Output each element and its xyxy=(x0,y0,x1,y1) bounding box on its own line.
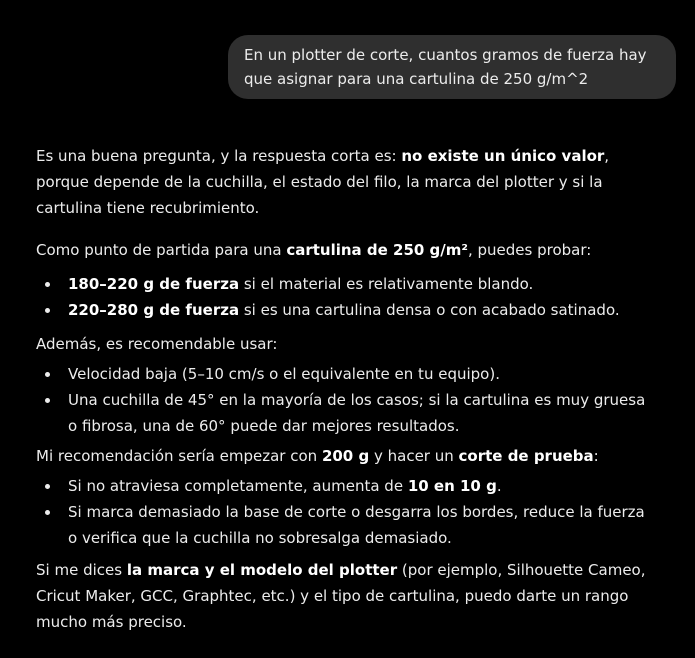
response-paragraph xyxy=(36,237,656,263)
list-item xyxy=(36,387,656,439)
bold-text: no existe un único valor xyxy=(401,147,605,165)
bullet-list xyxy=(36,271,656,323)
text: si el material es relativamente blando. xyxy=(239,275,534,293)
text: : xyxy=(593,447,599,465)
bold-text: 200 g xyxy=(321,447,370,465)
text: (por ejemplo, Silhouette Cameo, Cricut Maker, GCC, Graphtec, etc.) y el tipo de cartulina, puedo darte un rango mucho más preciso. xyxy=(36,561,646,631)
bold-text: corte de prueba xyxy=(458,447,594,465)
text: Además, es recomendable usar: xyxy=(36,335,278,353)
text: , porque depende de la cuchilla, el estado del filo, la marca del plotter y si la cartulina tiene recubrimiento. xyxy=(36,147,610,217)
bold-text: 220–280 g de fuerza xyxy=(68,301,240,319)
list-item xyxy=(36,297,656,323)
bullet-list xyxy=(36,473,656,551)
response-paragraph xyxy=(36,143,656,221)
text: , puedes probar: xyxy=(467,241,592,259)
response-paragraph xyxy=(36,557,656,635)
bold-text: la marca y el modelo del plotter xyxy=(126,561,398,579)
text: Velocidad baja (5–10 cm/s o el equivalente en tu equipo). xyxy=(68,365,500,383)
response-paragraph xyxy=(36,443,656,469)
list-item xyxy=(36,499,656,551)
text: Si me dices xyxy=(36,561,127,579)
text: si es una cartulina densa o con acabado satinado. xyxy=(239,301,620,319)
bold-text: 10 en 10 g xyxy=(407,477,497,495)
text: Si no atraviesa completamente, aumenta de xyxy=(68,477,408,495)
response-paragraph xyxy=(36,331,656,357)
user-message-bubble xyxy=(228,35,676,99)
text: Si marca demasiado la base de corte o desgarra los bordes, reduce la fuerza o verifica que la cuchilla no sobresalga demasiado. xyxy=(68,503,645,547)
text: Es una buena pregunta, y la respuesta corta es: xyxy=(36,147,402,165)
bold-text: cartulina de 250 g/m² xyxy=(286,241,468,259)
bullet-list xyxy=(36,361,656,439)
assistant-response xyxy=(36,143,656,641)
list-item xyxy=(36,271,656,297)
user-message-text: En un plotter de corte, cuantos gramos de fuerza hay que asignar para una cartulina de 250 g/m^2 xyxy=(244,46,647,88)
text: Una cuchilla de 45° en la mayoría de los casos; si la cartulina es muy gruesa o fibrosa, una de 60° puede dar mejores resultados. xyxy=(68,391,646,435)
text: . xyxy=(496,477,502,495)
text: Como punto de partida para una xyxy=(36,241,287,259)
bold-text: 180–220 g de fuerza xyxy=(68,275,240,293)
text: Mi recomendación sería empezar con xyxy=(36,447,322,465)
list-item xyxy=(36,361,656,387)
list-item xyxy=(36,473,656,499)
text: y hacer un xyxy=(369,447,459,465)
